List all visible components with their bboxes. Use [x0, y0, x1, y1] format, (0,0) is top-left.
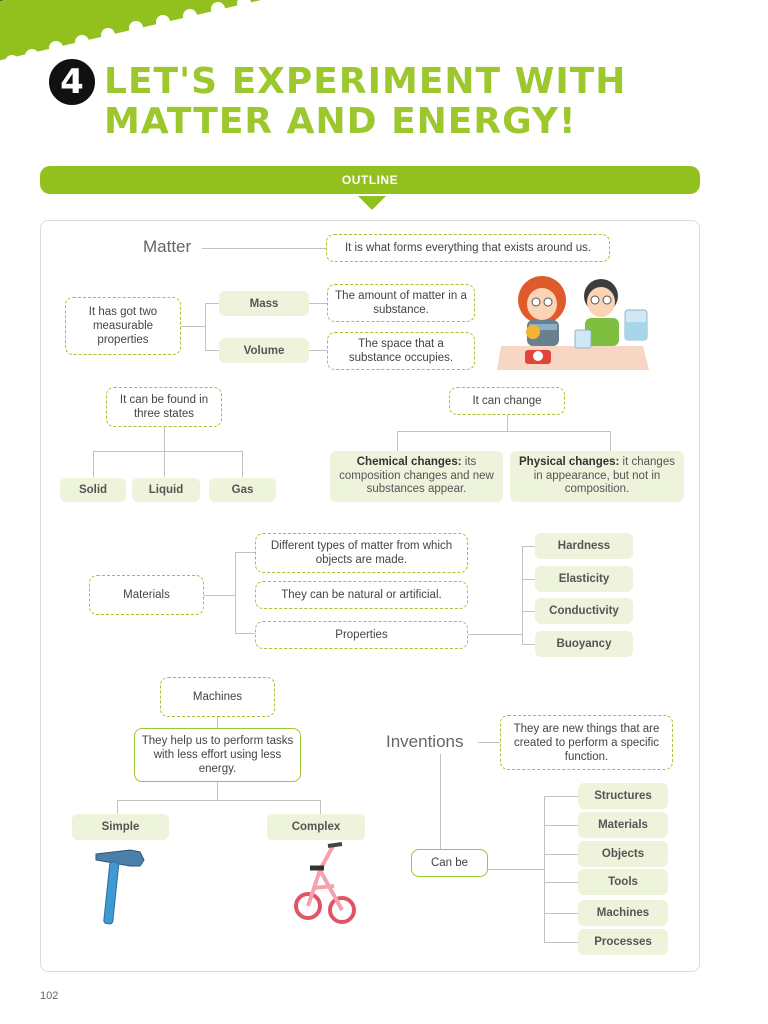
property-conductivity: Conductivity: [535, 598, 633, 624]
properties-intro-box: It has got two measurable properties: [65, 297, 181, 355]
connector: [397, 431, 398, 451]
connector: [522, 546, 523, 644]
children-experiment-illustration: [497, 272, 653, 372]
connector: [204, 595, 236, 596]
states-intro-box: It can be found in three states: [106, 387, 222, 427]
connector: [242, 451, 243, 477]
connector: [544, 796, 578, 797]
connector: [610, 431, 611, 451]
chemical-changes-label: Chemical changes:: [356, 456, 462, 469]
connector: [478, 742, 500, 743]
page-title: LET'S EXPERIMENT WITH MATTER AND ENERGY!: [104, 61, 627, 142]
connector: [320, 800, 321, 814]
machines-definition: They help us to perform tasks with less effort using less energy.: [134, 728, 301, 782]
connector: [488, 869, 545, 870]
connector: [93, 451, 94, 477]
matter-heading: Matter: [143, 237, 192, 256]
connector: [522, 611, 535, 612]
connector: [235, 633, 255, 634]
machine-complex: Complex: [267, 814, 365, 840]
volume-definition: The space that a substance occupies.: [327, 332, 475, 370]
outline-arrow-icon: [358, 196, 386, 210]
invention-processes: Processes: [578, 929, 668, 955]
materials-definition: Different types of matter from which objects are made.: [255, 533, 468, 573]
connector: [117, 800, 321, 801]
connector: [202, 248, 326, 249]
physical-changes-box: [510, 451, 684, 502]
materials-origin: They can be natural or artificial.: [255, 581, 468, 609]
connector: [164, 427, 165, 451]
materials-properties: Properties: [255, 621, 468, 649]
bicycle-icon: [294, 840, 358, 928]
inventions-definition: They are new things that are created to perform a specific function.: [500, 715, 673, 770]
connector: [309, 303, 327, 304]
property-elasticity: Elasticity: [535, 566, 633, 592]
connector: [164, 451, 165, 477]
connector: [544, 825, 578, 826]
can-be-box: Can be: [411, 849, 488, 877]
connector: [117, 800, 118, 814]
connector: [205, 303, 219, 304]
connector: [205, 350, 219, 351]
machines-box: Machines: [160, 677, 275, 717]
connector: [544, 913, 578, 914]
inventions-heading: Inventions: [386, 732, 464, 751]
outline-bar: OUTLINE: [40, 166, 700, 194]
connector: [217, 717, 218, 728]
volume-label: Volume: [219, 338, 309, 363]
property-hardness: Hardness: [535, 533, 633, 559]
invention-materials: Materials: [578, 812, 668, 838]
connector: [522, 546, 535, 547]
connector: [309, 350, 327, 351]
matter-definition: It is what forms everything that exists around us.: [326, 234, 610, 262]
connector: [217, 782, 218, 800]
state-liquid: Liquid: [132, 478, 200, 502]
connector: [468, 634, 522, 635]
connector: [235, 552, 255, 553]
state-solid: Solid: [60, 478, 126, 502]
connector: [544, 942, 578, 943]
page-number: 102: [40, 990, 59, 1002]
invention-objects: Objects: [578, 841, 668, 867]
property-buoyancy: Buoyancy: [535, 631, 633, 657]
mass-definition: The amount of matter in a substance.: [327, 284, 475, 322]
physical-changes-label: Physical changes:: [519, 456, 620, 469]
connector: [522, 644, 535, 645]
change-intro-box: It can change: [449, 387, 565, 415]
invention-machines: Machines: [578, 900, 668, 926]
connector: [397, 431, 611, 432]
hammer-icon: [94, 846, 148, 926]
connector: [507, 415, 508, 431]
connector: [544, 854, 578, 855]
materials-box: Materials: [89, 575, 204, 615]
connector: [205, 303, 206, 351]
connector: [544, 796, 545, 943]
invention-structures: Structures: [578, 783, 668, 809]
connector: [181, 326, 205, 327]
chapter-number-badge: 4: [46, 56, 98, 108]
state-gas: Gas: [209, 478, 276, 502]
chemical-changes-text: its composition changes and new substances appear.: [339, 456, 494, 496]
connector: [235, 552, 236, 634]
connector: [93, 451, 243, 452]
mass-label: Mass: [219, 291, 309, 316]
invention-tools: Tools: [578, 869, 668, 895]
connector: [440, 754, 441, 849]
connector: [522, 579, 535, 580]
chemical-changes-box: [330, 451, 503, 502]
connector: [544, 882, 578, 883]
machine-simple: Simple: [72, 814, 169, 840]
physical-changes-text: it changes in appearance, but not in composition.: [533, 456, 675, 496]
